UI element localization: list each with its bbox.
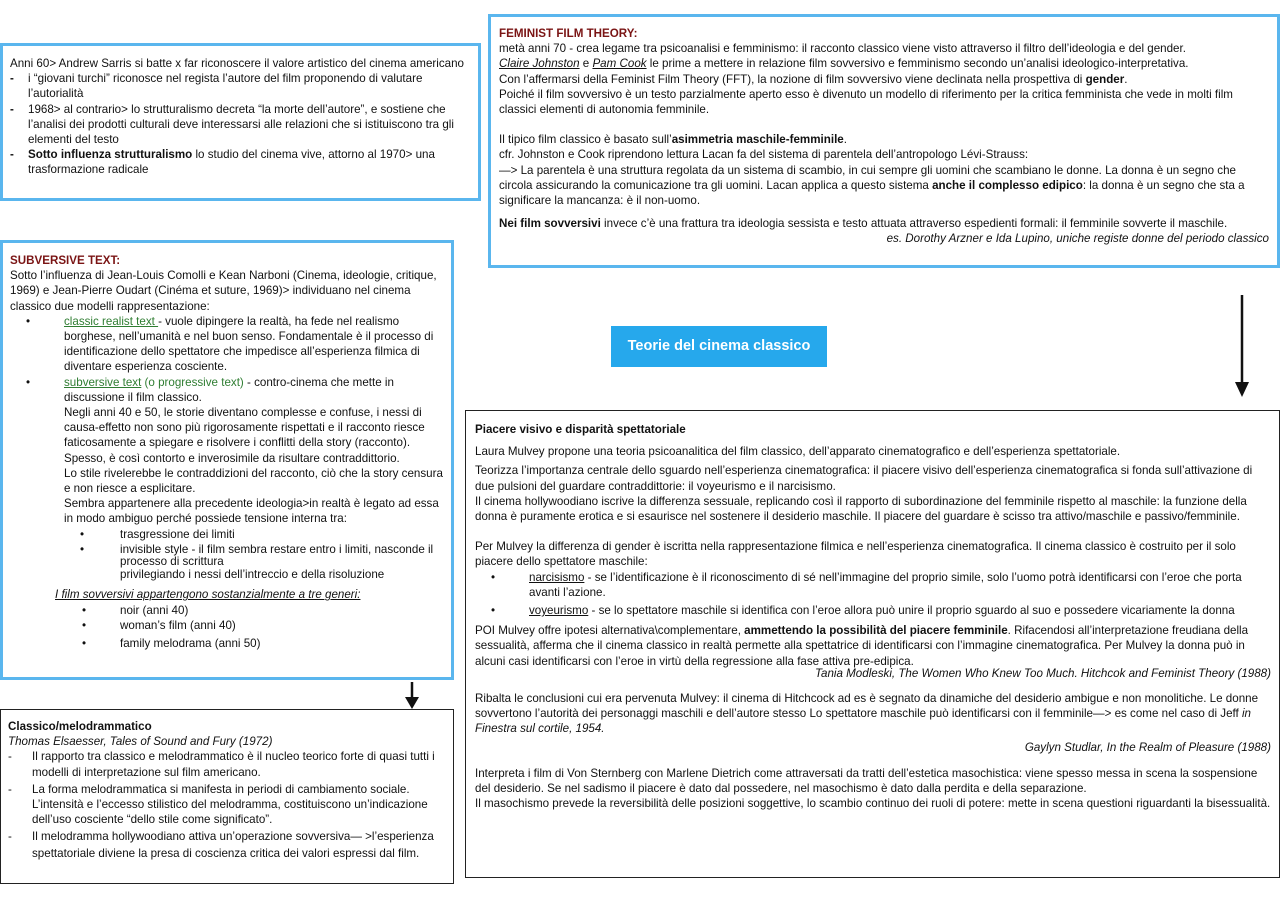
box3-item: - Il melodramma hollywoodiano attiva un’operazione sovversiva— >l’esperienza spettatoriale diviene la presa di coscienza critica dei valori espressi dal film. [8, 830, 434, 860]
arrow-down-icon [1232, 295, 1252, 399]
box1-item: - 1968> al contrario> lo strutturalismo decreta “la morte dell’autore”, e sostiene che l’analisi dei prodotti culturali deve interessarsi alle relazioni che si istituiscono tra gli elementi del testo [10, 102, 454, 147]
box3-source: Thomas Elsaesser, Tales of Sound and Fury (1972) [8, 735, 273, 749]
box2-title: SUBVERSIVE TEXT: [10, 254, 121, 267]
box4-line: Claire Johnston e Pam Cook le prime a mettere in relazione film sovversivo e femminismo secondo un’analisi ideologico-interpretativa. [499, 57, 1189, 71]
box4-line: Con l’affermarsi della Feminist Film Theory (FFT), la nozione di film sovversivo viene declinata nella prospettiva di gender. [499, 72, 1128, 86]
box2-subitem: • invisible style - il film sembra restare entro i limiti, nasconde il processo di scrittura privilegiando i nessi dell’intreccio e della risoluzione [80, 542, 434, 581]
subversive-text-link[interactable]: subversive text [64, 375, 142, 389]
box2-paragraph: Lo stile rivelerebbe le contraddizioni del racconto, ciò che la story censura e non riesce a esplicitare. [64, 466, 443, 496]
arrow-down-icon [403, 682, 421, 710]
box-subversive-text [0, 240, 454, 680]
box2-paragraph: Negli anni 40 e 50, le storie diventano complesse e confuse, i nessi di causa-effetto non sono più rigorosamente rispettati e il racconto riesce faticosamente a spiegare e risolvere i conflitti della story (racconto). Spesso, è così contorto e inverosimile da risultare contraddittorio. [64, 406, 425, 465]
genre-item: • noir (anni 40) [82, 603, 189, 617]
box2-bullet-classic: • classic realist text - vuole dipingere la realtà, ha fede nel realismo borghese, nell’umanità e nel buon senso. Fondamentale è il processo di identificazione dello spettatore che impedisce all’esperienza filmica di diventare esperienza cosciente. [26, 314, 434, 374]
box2-paragraph: Sembra appartenere alla precedente ideologia>in realtà è legato ad essa in modo ambiguo perché possiede tensione interna tra: [64, 497, 439, 526]
box-visual-pleasure [465, 410, 1280, 878]
box4-line: —> La parentela è una struttura regolata da un sistema di scambio, in cui sempre gli uomini che scambiano le donne. La donna è un segno che circola assicurando la comunicazione tra gli uomini. Lacan applica a questo sistema anche il complesso edipico: la donna è un segno che sta a significare la mancanza: è il non-uomo. [499, 163, 1245, 208]
box2-subitem: • trasgressione dei limiti [80, 527, 235, 541]
box4-title: FEMINIST FILM THEORY: [499, 27, 638, 40]
box1-item: - i “giovani turchi” riconosce nel regista l’autore del film proponendo di valutare l’autorialità [10, 72, 423, 101]
box4-line: Nei film sovversivi invece c’è una frattura tra ideologia sessista e testo attuata attraverso espedienti formali: il femminile sovverte il maschile. [499, 217, 1228, 231]
box5-citation: Gaylyn Studlar, In the Realm of Pleasure (1988) [1024, 740, 1271, 754]
box5-paragraph: Il masochismo prevede la reversibilità delle posizioni soggettive, lo scambio continuo dei ruoli di potere: mette in scena questioni riguardanti la bisessualità. [475, 797, 1271, 811]
box5-paragraph: Il cinema hollywoodiano iscrive la differenza sessuale, replicando così il rapporto di subordinazione del femminile rispetto al maschile: la funzione della donna è puramente erotica e si esaurisce nel sostenere il desiderio maschile. Il piacere del guardare è scisso tra attivo/maschile e passivo/femminile. [475, 494, 1247, 524]
box5-citation: Tania Modleski, The Women Who Knew Too Much. Hitchcok and Feminist Theory (1988) [814, 666, 1271, 680]
box5-paragraph: Teorizza l’importanza centrale dello sguardo nell’esperienza cinematografica: il piacere visivo dell’esperienza cinematografica si fonda sull’attivazione di due pulsioni del guardare contraddittorie: il voyeurismo e il narcisismo. [475, 464, 1253, 493]
box4-line: Il tipico film classico è basato sull’asimmetria maschile-femminile. [499, 133, 847, 147]
box2-bullet-subversive: • subversive text (o progressive text) - contro-cinema che mette in discussione il film classico. Negli anni 40 e 50, le storie diventano complesse e confuse, i nessi di causa-effetto non sono più rigorosamente rispettati e il racconto riesce faticosamente a spiegare e risolvere i conflitti della story (racconto). Spesso, è così contorto e inverosimile da risultare contraddittorio. Lo stile rivelerebbe le contraddizioni del racconto, ciò che la story censura e non riesce a esplicitare. Sembra appartenere alla precedente ideologia>in realtà è legato ad essa in modo ambiguo perché possiede tensione interna tra: • trasgressione dei limiti • invisible style - il film sembra restare entro i limiti, nasconde il processo di scrittura privilegiando i nessi dell’intreccio e della risoluzione [10, 375, 445, 582]
box5-paragraph: Laura Mulvey propone una teoria psicoanalitica del film classico, dell’apparato cinematografico e dell’esperienza spettatoriale. [475, 445, 1121, 459]
box3-title: Classico/melodrammatico [8, 720, 152, 733]
box5-bullet: • voyeurismo - se lo spettatore maschile si identifica con l’eroe allora può unire il proprio sguardo al suo e possedere vicariamente la donna [491, 604, 1235, 618]
box3-item: - La forma melodrammatica si manifesta in periodi di cambiamento sociale. L’intensità e l’eccesso stilistico del melodramma, costituiscono un’indicazione dell’uso cosciente “dello stile come significato”. [8, 782, 428, 827]
box5-paragraph: Interpreta i film di Von Sternberg con Marlene Dietrich come attraversati da tratti dell’estetica masochistica: viene spesso messa in scena la sospensione del desiderio. Se nel sadismo il piacere è dato dal possedere, nel masochismo è dato dalla perdita e della separazione. [475, 766, 1258, 796]
box-auteur-theory [0, 43, 481, 201]
box1-intro: Anni 60> Andrew Sarris si batte x far riconoscere il valore artistico del cinema americano [10, 57, 464, 70]
classic-realist-text-link[interactable]: classic realist text [64, 314, 159, 328]
box-melodrama [0, 709, 454, 884]
box5-bullet: • narcisismo - se l’identificazione è il riconoscimento di sé nell’immagine del proprio simile, solo l’uomo potrà identificarsi con l’eroe che porta avanti l’azione. [491, 570, 1242, 599]
genre-item: • family melodrama (anni 50) [82, 636, 261, 650]
box3-item: - Il rapporto tra classico e melodrammatico è il nucleo teorico forte di quasi tutti i modelli di interpretazione sul film americano. [8, 750, 435, 779]
box5-title: Piacere visivo e disparità spettatoriale [475, 423, 686, 436]
box2-intro: Sotto l’influenza di Jean-Louis Comolli e Kean Narboni (Cinema, ideologie, critique, 1969) e Jean-Pierre Oudart (Cinéma et suture, 1969)> individuano nel cinema classico due modelli rappresentazione: [10, 269, 437, 313]
central-topic-node[interactable]: Teorie del cinema classico [611, 326, 827, 367]
box4-line: cfr. Johnston e Cook riprendono lettura Lacan fa del sistema di parentela dell’antropologo Lévi-Strauss: [499, 148, 1029, 162]
genre-item: • woman’s film (anni 40) [82, 618, 236, 632]
box5-paragraph: Ribalta le conclusioni cui era pervenuta Mulvey: il cinema di Hitchcock ad es è segnato da dinamiche del desiderio ambigue e non monolitiche. Le donne sovvertono l’autorità dei personaggi maschili e dell’autore stesso Lo spettatore maschile può identificarsi con il femminile—> es come nel caso di Jeff in Finestra sul cortile, 1954. [475, 692, 1259, 736]
box4-note: es. Dorothy Arzner e Ida Lupino, uniche registe donne del periodo classico [886, 232, 1269, 246]
box5-paragraph: POI Mulvey offre ipotesi alternativa\complementare, ammettendo la possibilità del piacere femminile. Rifacendosi all’interpretazione freudiana della sessualità, afferma che il cinema classico in realtà permette alla spettatrice di identificarsi con l’immagine cinematografica. Per Mulvey la donna può in alcuni casi identificarsi con l’eroe in virtù della regressione alla fase attiva pre-edipica. [475, 624, 1249, 668]
box1-item: - Sotto influenza strutturalismo lo studio del cinema vive, attorno al 1970> una trasformazione radicale [10, 148, 435, 177]
box-feminist-film-theory [488, 14, 1280, 268]
box4-line: Poiché il film sovversivo è un testo parzialmente aperto esso è divenuto un modello di riferimento per la critica femminista che vede in molti film classici elementi di autonomia femminile. [499, 87, 1233, 117]
box5-paragraph: Per Mulvey la differenza di gender è iscritta nella rappresentazione filmica e nell’esperienza cinematografica. Il cinema classico è costruito per il solo piacere dello spettatore maschile: [475, 540, 1236, 569]
box4-line: metà anni 70 - crea legame tra psicoanalisi e femminismo: il racconto classico viene visto attraverso il filtro dell’ideologia e del gender. [499, 42, 1186, 56]
genres-title: I film sovversivi appartengono sostanzialmente a tre generi: [55, 588, 361, 602]
